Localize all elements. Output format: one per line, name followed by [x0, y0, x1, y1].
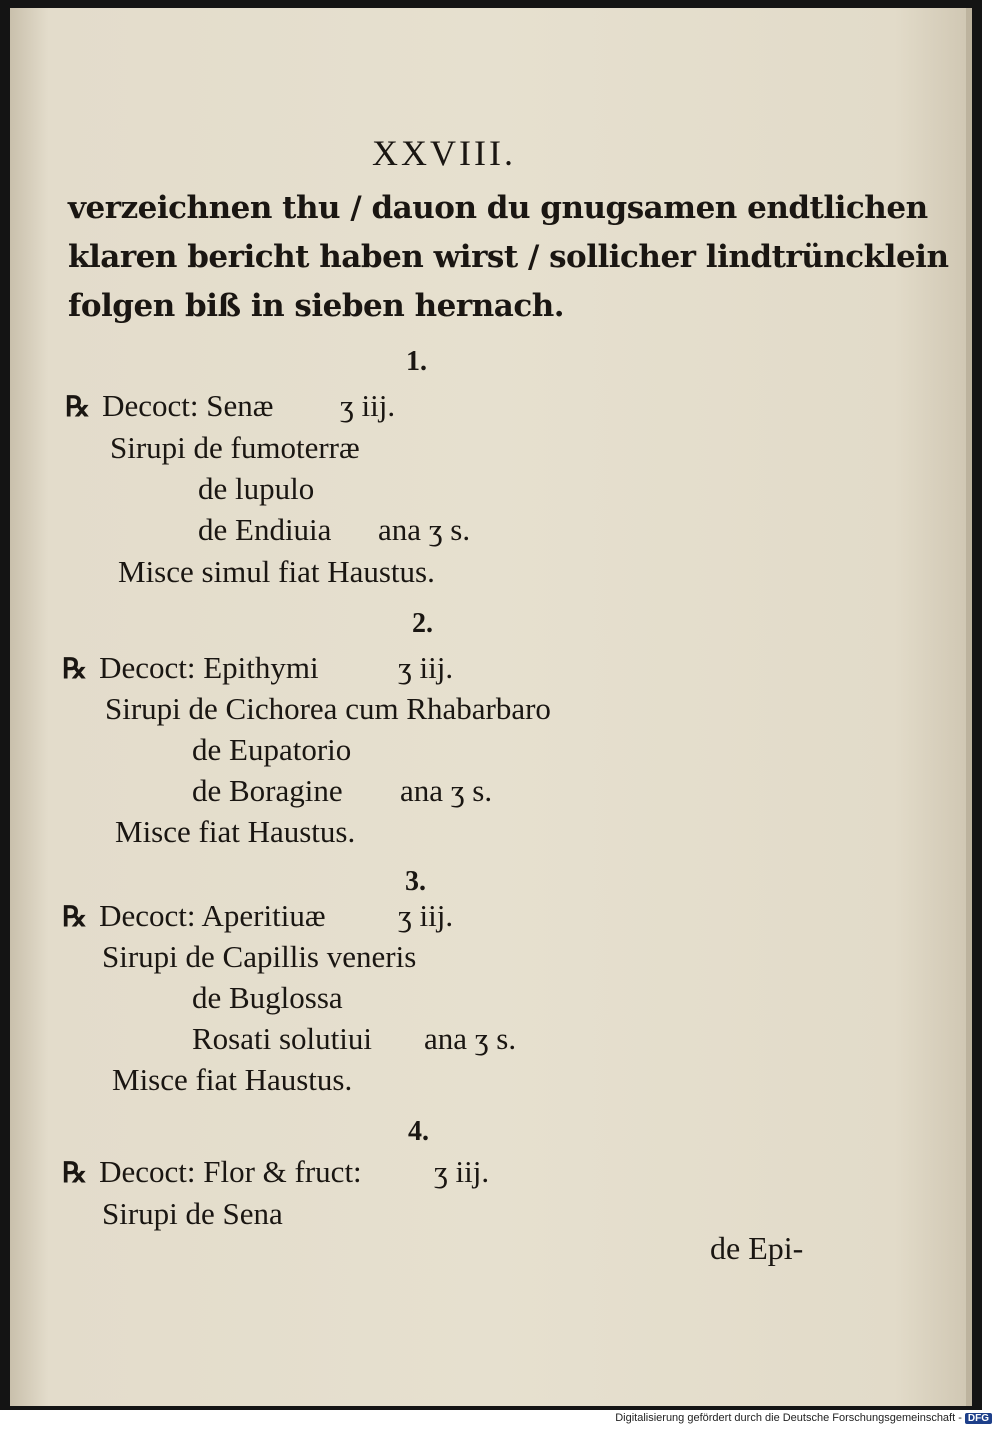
recipe-number: 4.	[408, 1116, 429, 1147]
rx-symbol: ℞	[62, 654, 88, 685]
intro-line: verzeichnen thu / dauon du gnugsamen endtlichen	[68, 190, 928, 226]
recipe-line: de Endiuia	[198, 512, 332, 547]
intro-paragraph	[68, 184, 949, 331]
recipe-line: de Buglossa	[192, 980, 343, 1015]
recipe-line: Misce fiat Haustus.	[112, 1062, 353, 1097]
recipe-line: de lupulo	[198, 471, 315, 506]
book-page	[10, 8, 972, 1406]
digitization-credit	[615, 1412, 992, 1424]
credit-text: Digitalisierung gefördert durch die Deutsche Forschungsgemeinschaft -	[615, 1412, 962, 1424]
recipe-line: ℞ Decoct: Flor & fruct:	[62, 1154, 362, 1189]
recipe-line: de Boragine	[192, 773, 343, 808]
page-edge	[966, 8, 972, 1406]
recipe-line: Sirupi de Capillis veneris	[102, 939, 417, 974]
recipe-number: 3.	[405, 866, 426, 897]
rx-symbol: ℞	[62, 902, 88, 933]
rx-symbol: ℞	[62, 1158, 88, 1189]
recipe-line: Sirupi de Sena	[102, 1196, 283, 1231]
recipe-number: 2.	[412, 608, 433, 639]
recipe-dose: ana ʒ s.	[424, 1021, 517, 1056]
recipe-dose: ana ʒ s.	[378, 512, 471, 547]
recipe-dose: ʒ iij.	[398, 898, 454, 933]
recipe-dose: ʒ iij.	[340, 388, 396, 423]
recipe-line: ℞ Decoct: Senæ	[65, 388, 274, 423]
catchword: de Epi-	[710, 1230, 804, 1266]
recipe-line: ℞ Decoct: Epithymi	[62, 650, 319, 685]
intro-line: folgen biß in sieben hernach.	[68, 288, 565, 324]
intro-line: klaren bericht haben wirst / sollicher lindtrüncklein	[68, 239, 949, 275]
recipe-line: Sirupi de Cichorea cum Rhabarbaro	[105, 691, 551, 726]
recipe-line: ℞ Decoct: Aperitiuæ	[62, 898, 326, 933]
dfg-logo: DFG	[965, 1413, 992, 1424]
recipe-dose: ʒ iij.	[398, 650, 454, 685]
recipe-number: 1.	[406, 346, 427, 377]
recipe-line: Misce fiat Haustus.	[115, 814, 356, 849]
recipe-line: Misce simul fiat Haustus.	[118, 554, 435, 589]
rx-symbol: ℞	[65, 392, 91, 423]
recipe-dose: ana ʒ s.	[400, 773, 493, 808]
recipe-line: Sirupi de fumoterræ	[110, 430, 360, 465]
recipe-line: Rosati solutiui	[192, 1021, 372, 1056]
page-folio: XXVIII.	[372, 133, 516, 173]
recipe-dose: ʒ iij.	[434, 1154, 490, 1189]
recipe-line: de Eupatorio	[192, 732, 352, 767]
